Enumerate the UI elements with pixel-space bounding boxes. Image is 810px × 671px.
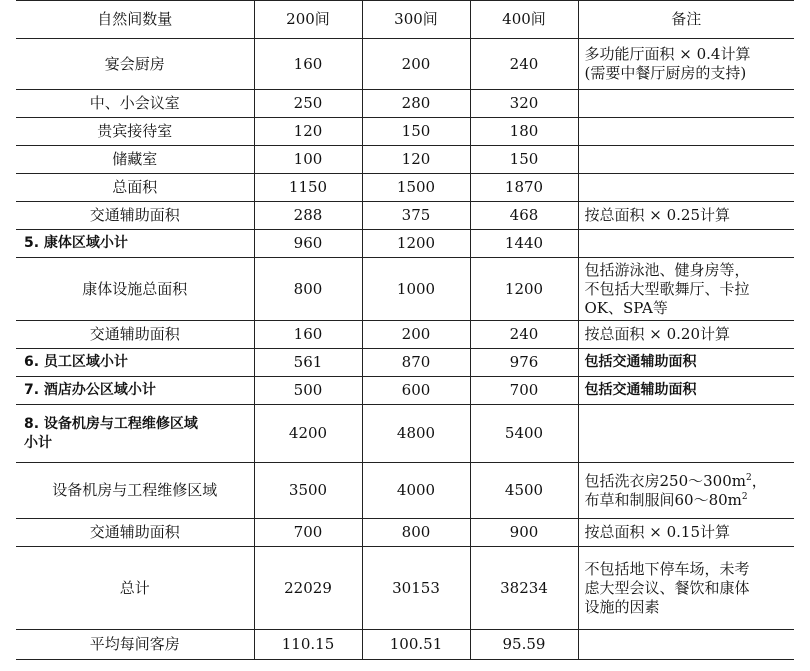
table-row xyxy=(16,463,794,519)
note-line: 设施的因素 xyxy=(584,597,660,616)
value-200: 960 xyxy=(254,230,362,258)
value-200: 4200 xyxy=(254,405,362,463)
value-400: 468 xyxy=(470,202,578,230)
row-note xyxy=(578,547,794,630)
value-400: 1870 xyxy=(470,174,578,202)
note-text: 布草和制服间60～80m xyxy=(584,490,742,509)
value-400: 900 xyxy=(470,519,578,547)
value-200: 110.15 xyxy=(254,630,362,660)
area-table-container xyxy=(16,0,794,660)
value-300: 120 xyxy=(362,146,470,174)
row-note xyxy=(578,90,794,118)
note-text: ， xyxy=(751,471,767,490)
row-label: 交通辅助面积 xyxy=(16,202,254,230)
header-room-count: 自然间数量 xyxy=(16,1,254,39)
value-300: 30153 xyxy=(362,547,470,630)
section-label xyxy=(16,405,254,463)
value-300: 100.51 xyxy=(362,630,470,660)
value-200: 250 xyxy=(254,90,362,118)
row-note xyxy=(578,39,794,90)
area-table xyxy=(16,0,794,660)
row-label: 总计 xyxy=(16,547,254,630)
table-row xyxy=(16,90,794,118)
row-note xyxy=(578,630,794,660)
row-label: 贵宾接待室 xyxy=(16,118,254,146)
value-200: 288 xyxy=(254,202,362,230)
row-note: 按总面积 × 0.25计算 xyxy=(578,202,794,230)
row-note: 按总面积 × 0.15计算 xyxy=(578,519,794,547)
row-label: 平均每间客房 xyxy=(16,630,254,660)
header-400: 400间 xyxy=(470,1,578,39)
value-400: 240 xyxy=(470,321,578,349)
row-note xyxy=(578,174,794,202)
row-note xyxy=(578,118,794,146)
value-400: 95.59 xyxy=(470,630,578,660)
row-label: 总面积 xyxy=(16,174,254,202)
value-200: 700 xyxy=(254,519,362,547)
value-200: 1150 xyxy=(254,174,362,202)
note-line: 虑大型会议、餐饮和康体 xyxy=(584,578,750,597)
section-label: 6. 员工区域小计 xyxy=(16,349,254,377)
value-300: 800 xyxy=(362,519,470,547)
row-label: 交通辅助面积 xyxy=(16,519,254,547)
value-300: 4000 xyxy=(362,463,470,519)
row-note xyxy=(578,463,794,519)
note-line: OK、SPA等 xyxy=(584,298,668,317)
row-note xyxy=(578,146,794,174)
note-line: 不包括地下停车场，未考 xyxy=(584,559,750,578)
table-row xyxy=(16,202,794,230)
value-200: 160 xyxy=(254,39,362,90)
value-400: 1440 xyxy=(470,230,578,258)
value-400: 240 xyxy=(470,39,578,90)
value-400: 180 xyxy=(470,118,578,146)
value-300: 375 xyxy=(362,202,470,230)
value-400: 38234 xyxy=(470,547,578,630)
value-200: 120 xyxy=(254,118,362,146)
section-row xyxy=(16,405,794,463)
value-200: 500 xyxy=(254,377,362,405)
value-200: 800 xyxy=(254,258,362,321)
value-400: 4500 xyxy=(470,463,578,519)
table-row xyxy=(16,547,794,630)
section-label: 7. 酒店办公区域小计 xyxy=(16,377,254,405)
value-300: 150 xyxy=(362,118,470,146)
superscript: 2 xyxy=(741,491,748,502)
row-note: 包括交通辅助面积 xyxy=(578,349,794,377)
note-text: 包括洗衣房250～300m xyxy=(584,471,746,490)
table-row xyxy=(16,519,794,547)
row-label: 康体设施总面积 xyxy=(16,258,254,321)
row-note xyxy=(578,258,794,321)
value-400: 320 xyxy=(470,90,578,118)
table-row xyxy=(16,630,794,660)
note-line: 包括游泳池、健身房等， xyxy=(584,260,750,279)
value-400: 700 xyxy=(470,377,578,405)
value-200: 100 xyxy=(254,146,362,174)
table-row xyxy=(16,258,794,321)
note-line: 多功能厅面积 × 0.4计算 xyxy=(584,45,751,63)
value-300: 1200 xyxy=(362,230,470,258)
table-row xyxy=(16,39,794,90)
value-300: 870 xyxy=(362,349,470,377)
header-200: 200间 xyxy=(254,1,362,39)
note-line: 不包括大型歌舞厅、卡拉 xyxy=(584,279,750,298)
section-label: 5. 康体区域小计 xyxy=(16,230,254,258)
table-row xyxy=(16,321,794,349)
section-row xyxy=(16,349,794,377)
value-300: 1000 xyxy=(362,258,470,321)
row-note: 按总面积 × 0.20计算 xyxy=(578,321,794,349)
value-300: 200 xyxy=(362,39,470,90)
value-400: 1200 xyxy=(470,258,578,321)
table-row xyxy=(16,118,794,146)
section-label-line: 8. 设备机房与工程维修区域 xyxy=(24,415,198,432)
section-label-line: 小计 xyxy=(24,434,52,451)
value-200: 3500 xyxy=(254,463,362,519)
table-row xyxy=(16,174,794,202)
value-400: 150 xyxy=(470,146,578,174)
value-300: 1500 xyxy=(362,174,470,202)
row-label: 储藏室 xyxy=(16,146,254,174)
section-row xyxy=(16,230,794,258)
table-row xyxy=(16,146,794,174)
row-note: 包括交通辅助面积 xyxy=(578,377,794,405)
header-300: 300间 xyxy=(362,1,470,39)
value-400: 5400 xyxy=(470,405,578,463)
value-300: 200 xyxy=(362,321,470,349)
row-label: 设备机房与工程维修区域 xyxy=(16,463,254,519)
section-row xyxy=(16,377,794,405)
value-300: 280 xyxy=(362,90,470,118)
row-label: 交通辅助面积 xyxy=(16,321,254,349)
superscript: 2 xyxy=(746,472,752,483)
value-200: 561 xyxy=(254,349,362,377)
row-label: 中、小会议室 xyxy=(16,90,254,118)
row-label: 宴会厨房 xyxy=(16,39,254,90)
value-400: 976 xyxy=(470,349,578,377)
value-300: 4800 xyxy=(362,405,470,463)
header-notes: 备注 xyxy=(578,1,794,39)
value-200: 22029 xyxy=(254,547,362,630)
row-note xyxy=(578,230,794,258)
value-300: 600 xyxy=(362,377,470,405)
row-note xyxy=(578,405,794,463)
header-row xyxy=(16,1,794,39)
note-line: (需要中餐厅厨房的支持) xyxy=(584,64,747,82)
value-200: 160 xyxy=(254,321,362,349)
